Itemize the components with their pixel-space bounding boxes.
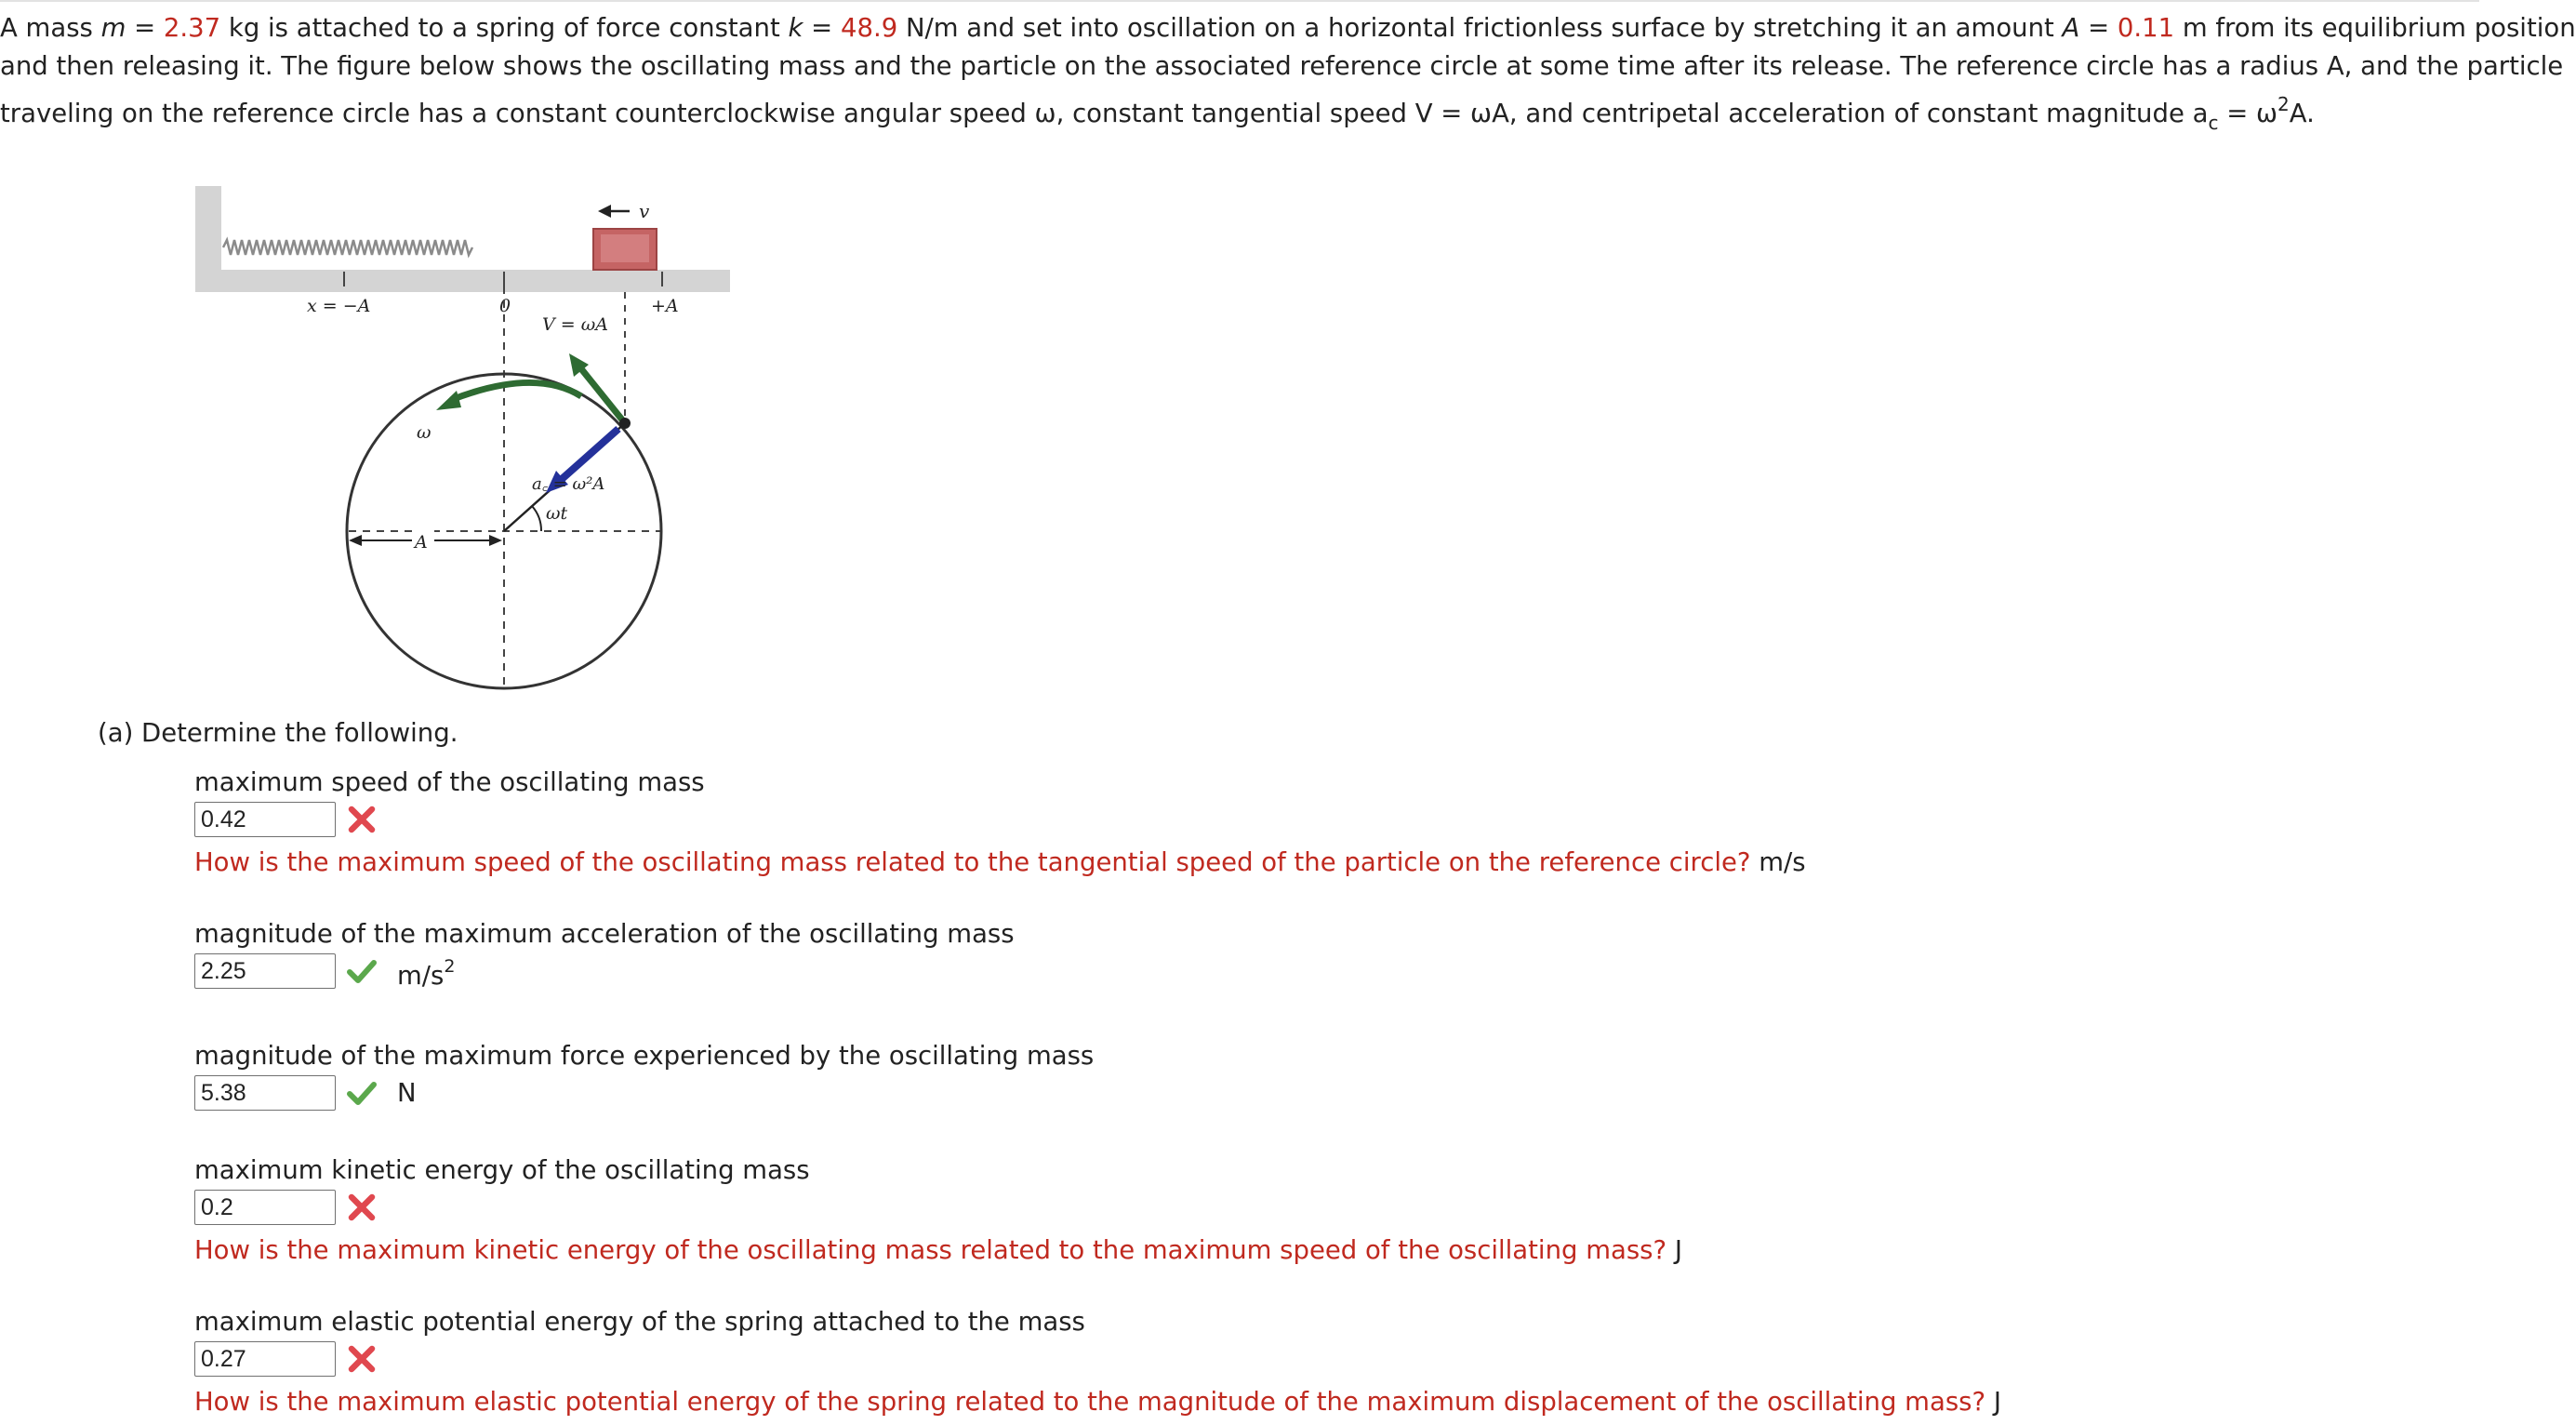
problem-line-1 (0, 9, 2576, 47)
superscript: 2 (2277, 93, 2290, 115)
text-fragment: A. (2289, 99, 2315, 128)
text-fragment: = (2079, 13, 2118, 43)
question-max-force (194, 1039, 1094, 1113)
unit-base: m/s (397, 961, 445, 991)
text-fragment: traveling on the reference circle has a constant counterclockwise angular speed ω, constant tangential speed V = ωA, and centripetal acceleration of constant magnitude a (0, 99, 2209, 128)
hint-message: How is the maximum speed of the oscillating mass related to the tangential speed of the particle on the reference circle? (194, 847, 1751, 877)
angle-arc (532, 506, 541, 531)
x-icon (343, 1189, 380, 1226)
label-omega-t: ωt (546, 503, 568, 524)
answer-input-max-speed[interactable]: 0.42 (194, 802, 336, 837)
question-label: magnitude of the maximum force experienced by the oscillating mass (194, 1041, 1095, 1071)
unit-label (397, 950, 455, 992)
text-fragment: m from its equilibrium position (2174, 13, 2576, 43)
hint-text (194, 1385, 2001, 1418)
part-a-heading: (a) Determine the following. (98, 718, 458, 748)
label-zero: 0 (499, 296, 511, 316)
question-label: maximum kinetic energy of the oscillating mass (194, 1155, 810, 1185)
question-label: magnitude of the maximum acceleration of the oscillating mass (194, 919, 1015, 949)
unit-label: J (1993, 1387, 2001, 1417)
amplitude-value: 0.11 (2117, 13, 2175, 43)
omega-arc-arrowhead (436, 391, 461, 410)
label-v-equals-omega-a: V = ωA (542, 314, 608, 335)
mass-variable: m (100, 13, 126, 43)
answer-row (194, 1338, 2001, 1379)
x-icon (343, 1340, 380, 1378)
unit-label: m/s (1759, 847, 1806, 877)
hint-message: How is the maximum kinetic energy of the oscillating mass related to the maximum speed of the oscillating mass? (194, 1235, 1667, 1265)
label-omega: ω (417, 422, 432, 443)
question-max-speed (194, 766, 1806, 879)
problem-line-2: and then releasing it. The figure below shows the oscillating mass and the particle on the associated reference circle at some time after its release. The reference circle has a radius A, and the particle (0, 51, 2564, 81)
text-fragment: A mass (0, 13, 101, 43)
subscript: c (2208, 112, 2219, 134)
question-max-potential-energy (194, 1305, 2001, 1418)
question-label: maximum speed of the oscillating mass (194, 767, 705, 797)
hint-text (194, 1233, 1682, 1267)
text-fragment: = (126, 13, 164, 43)
answer-input-max-acceleration[interactable]: 2.25 (194, 953, 336, 989)
label-pos-a: +A (651, 296, 679, 316)
text-fragment: = (803, 13, 841, 43)
answer-row (194, 1072, 1094, 1113)
top-divider (0, 0, 2479, 2)
answer-row (194, 799, 1806, 840)
x-icon (343, 801, 380, 838)
label-ac: a꜀ = ω²A (532, 474, 605, 494)
text-fragment: = ω (2218, 99, 2278, 128)
answer-row (194, 1187, 1682, 1228)
mass-block-highlight (601, 234, 649, 262)
checkmark-icon (343, 952, 380, 990)
unit-label: N (397, 1078, 417, 1108)
question-max-acceleration (194, 917, 1015, 992)
problem-statement (0, 9, 2576, 142)
text-fragment: kg is attached to a spring of force constant (220, 13, 789, 43)
label-x-neg-a: x = −A (307, 296, 371, 316)
hint-message: How is the maximum elastic potential energy of the spring related to the magnitude of the maximum displacement of the oscillating mass? (194, 1387, 1986, 1417)
particle (619, 418, 631, 429)
radius-arrowhead-right (489, 535, 502, 546)
reference-circle-figure (191, 177, 749, 698)
unit-label: J (1674, 1235, 1682, 1265)
acceleration-arrow (561, 429, 618, 480)
question-max-kinetic-energy (194, 1153, 1682, 1267)
omega-arc-arrow (451, 382, 581, 400)
checkmark-icon (343, 1074, 380, 1112)
v-arrowhead (598, 205, 611, 218)
problem-line-3 (0, 86, 2474, 142)
answer-input-max-force[interactable]: 5.38 (194, 1075, 336, 1111)
answer-row (194, 951, 1015, 992)
answer-input-max-potential-energy[interactable]: 0.27 (194, 1341, 336, 1377)
question-label: maximum elastic potential energy of the spring attached to the mass (194, 1307, 1085, 1337)
mass-value: 2.37 (163, 13, 221, 43)
answer-input-max-kinetic-energy[interactable]: 0.2 (194, 1190, 336, 1225)
radius-arrowhead-left (349, 535, 362, 546)
spring (223, 240, 472, 255)
text-fragment: N/m and set into oscillation on a horizontal frictionless surface by stretching it an amount (897, 13, 2063, 43)
label-radius-a: A (415, 532, 428, 553)
amplitude-variable: A (2062, 13, 2080, 43)
spring-constant-value: 48.9 (840, 13, 898, 43)
velocity-arrow (579, 366, 625, 423)
k-variable: k (788, 13, 803, 43)
hint-text (194, 846, 1806, 879)
unit-superscript: 2 (444, 956, 456, 977)
floor (195, 270, 730, 292)
label-v: v (639, 200, 650, 222)
